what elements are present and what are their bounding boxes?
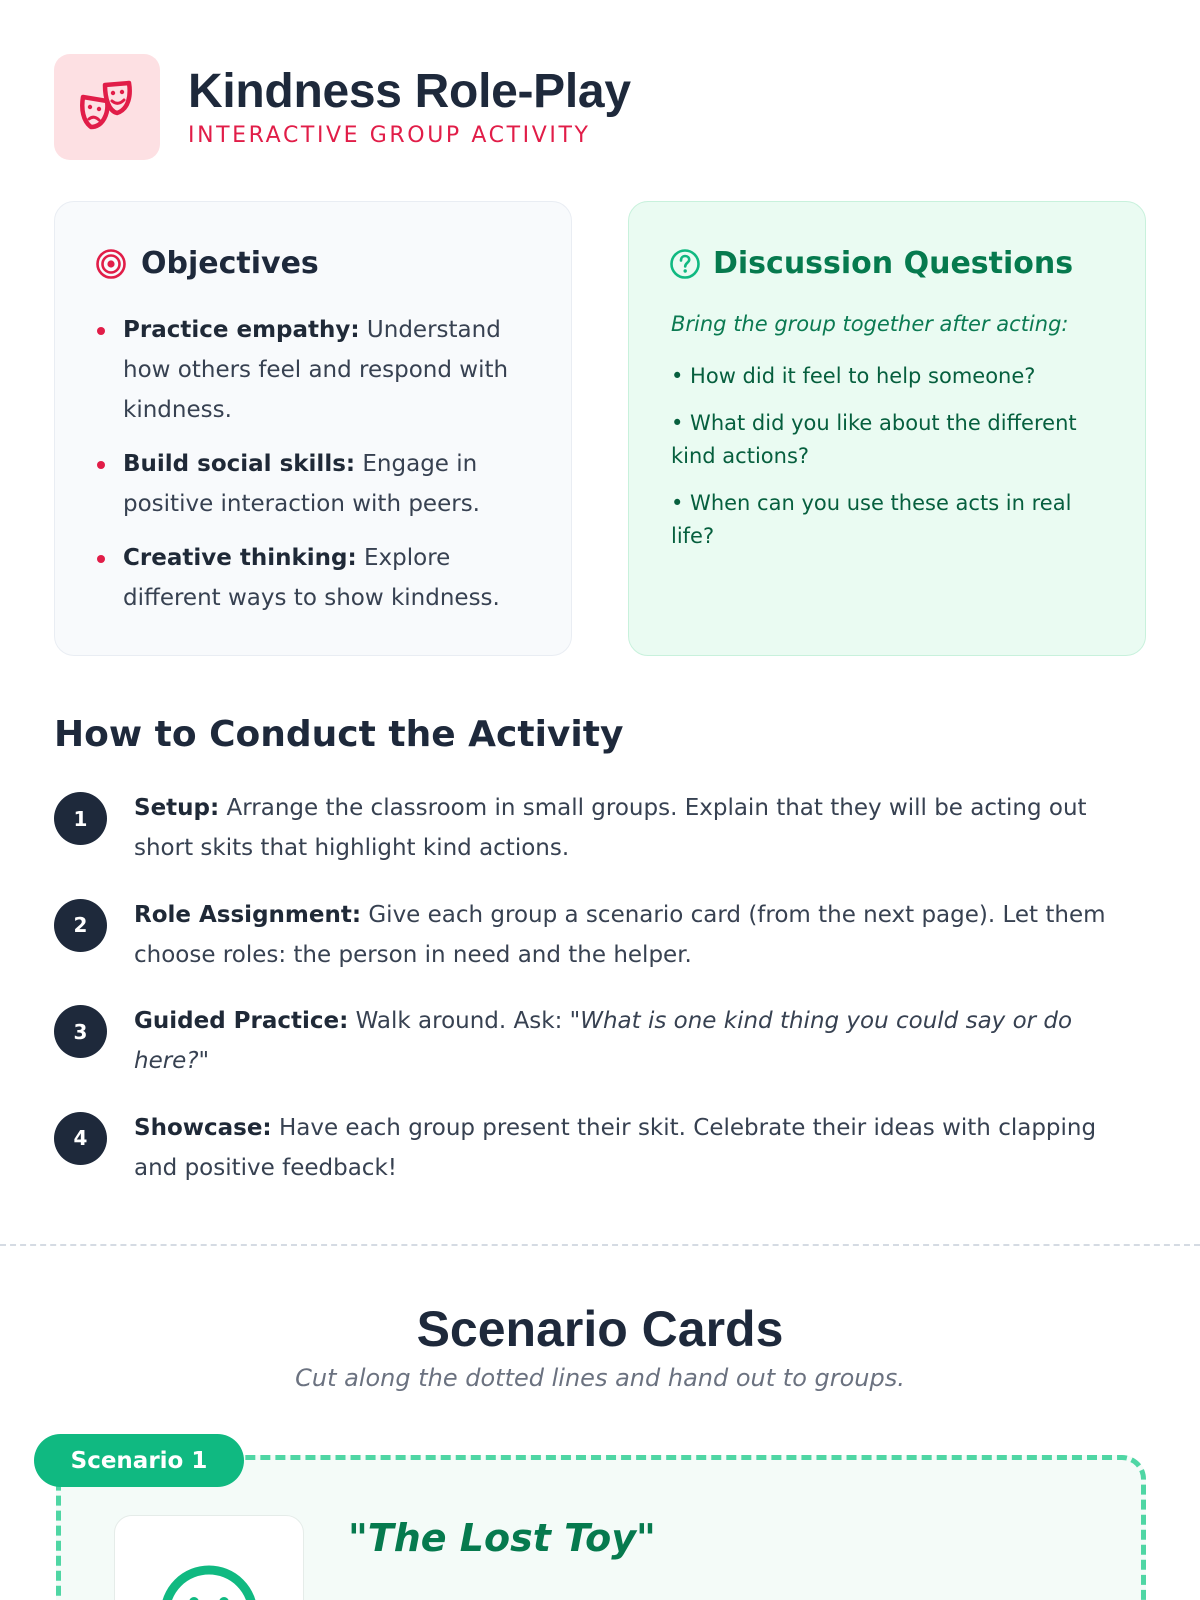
bullet-icon [97,555,105,563]
bullet-icon [97,327,105,335]
howto-title: How to Conduct the Activity [54,714,624,755]
list-item: • What did you like about the different kind actions? [671,411,1077,468]
scenario-icon-box [114,1515,304,1600]
step-item: 3 Guided Practice: Walk around. Ask: "What is one kind thing you could say or do here?" [54,1001,1124,1108]
list-item: Build social skills: Engage in positive interaction with peers. [97,444,537,524]
discussion-title: Discussion Questions [713,246,1074,281]
steps-list [54,788,1124,1214]
step-number: 4 [54,1112,107,1165]
logo [54,54,160,160]
list-item: Creative thinking: Explore different ways to show kindness. [97,538,537,618]
bullet-icon [97,461,105,469]
discussion-intro: Bring the group together after acting: [671,312,1069,336]
step-item: 4 Showcase: Have each group present their skit. Celebrate their ideas with clapping and positive feedback! [54,1108,1124,1215]
objectives-list [97,310,537,632]
step-number: 1 [54,792,107,845]
discussion-list [671,360,1111,567]
smiley-face-icon [115,1516,304,1600]
scenario-badge: Scenario 1 [34,1434,244,1487]
cut-divider [0,1244,1200,1246]
step-number: 3 [54,1005,107,1058]
scenario-section-title: Scenario Cards [416,1301,784,1357]
list-item: • How did it feel to help someone? [671,364,1036,388]
page-header [54,54,631,160]
target-icon [95,248,127,280]
objectives-card [54,201,572,656]
step-item: 2 Role Assignment: Give each group a scenario card (from the next page). Let them choose roles: the person in need and the helper. [54,895,1124,1002]
theater-masks-icon [75,75,139,139]
question-circle-icon [669,248,701,280]
step-number: 2 [54,899,107,952]
scenario-section-subtitle: Cut along the dotted lines and hand out to groups. [295,1364,905,1392]
step-item: 1 Setup: Arrange the classroom in small groups. Explain that they will be acting out short skits that highlight kind actions. [54,788,1124,895]
list-item: • When can you use these acts in real life? [671,491,1072,548]
scenario-card-title: "The Lost Toy" [348,1516,656,1560]
page-subtitle: INTERACTIVE GROUP ACTIVITY [188,122,591,148]
list-item: Practice empathy: Understand how others feel and respond with kindness. [97,310,537,430]
page-title: Kindness Role-Play [188,65,631,119]
discussion-card [628,201,1146,656]
objectives-title: Objectives [141,246,319,281]
